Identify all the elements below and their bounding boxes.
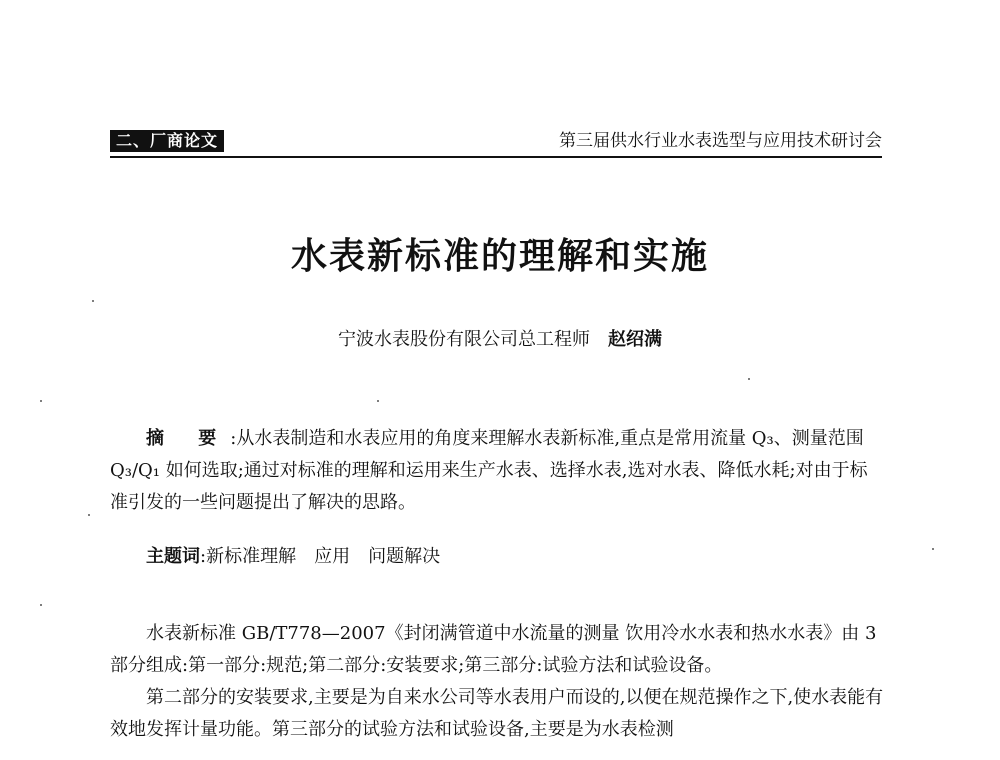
- abstract-text: :从水表制造和水表应用的角度来理解水表新标准,重点是常用流量 Q₃、测量范围 Q₃/Q₁ 如何选取;通过对标准的理解和运用来生产水表、选择水表,选对水表、降低水耗;对由于标准引发的一些问题提出了解决的思路。: [110, 428, 868, 513]
- abstract: [110, 423, 885, 519]
- keywords-label: 主题词: [146, 546, 200, 567]
- running-head: 第三届供水行业水表选型与应用技术研讨会: [559, 131, 882, 151]
- abstract-label: 摘 要: [146, 428, 231, 449]
- scan-speck: [40, 400, 42, 402]
- scan-speck: [92, 300, 94, 302]
- author-affiliation: 宁波水表股份有限公司总工程师: [338, 329, 590, 350]
- page-header: [110, 128, 882, 158]
- scan-speck: [88, 514, 90, 516]
- author-line: [0, 328, 1000, 352]
- author-name: 赵绍满: [608, 329, 662, 350]
- keywords: [110, 541, 885, 573]
- scan-speck: [377, 400, 379, 402]
- body-paragraph: 水表新标准 GB/T778—2007《封闭满管道中水流量的测量 饮用冷水水表和热水水表》由 3 部分组成:第一部分:规范;第二部分:安装要求;第三部分:试验方法和试验设备。: [110, 623, 877, 676]
- paper-title: 水表新标准的理解和实施: [290, 236, 709, 277]
- body-text: [110, 618, 885, 746]
- scan-speck: [932, 548, 934, 550]
- scan-speck: [40, 604, 42, 606]
- section-tag: 二、厂商论文: [110, 130, 224, 152]
- body-paragraph: 第二部分的安装要求,主要是为自来水公司等水表用户而设的,以便在规范操作之下,使水表能有效地发挥计量功能。第三部分的试验方法和试验设备,主要是为水表检测: [110, 687, 884, 740]
- keywords-text: :新标准理解 应用 问题解决: [200, 546, 441, 567]
- scan-speck: [748, 378, 750, 380]
